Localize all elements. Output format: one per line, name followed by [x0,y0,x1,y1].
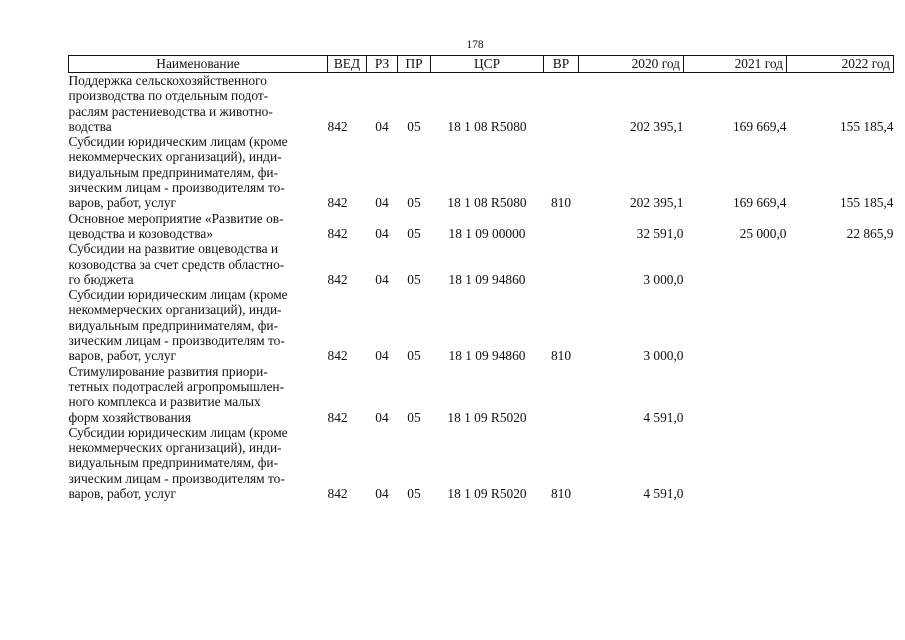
row-name-cell [69,241,328,287]
row-name-cell [69,364,328,425]
row-name-cell [69,134,328,210]
row-csr-cell: 18 1 08 R5080 [447,195,527,211]
table-row [69,73,894,135]
row-name-line: некоммерческих организаций), инди- [68,302,282,318]
header-name: Наименование [69,56,328,73]
row-name-line: производства по отдельным подот- [68,88,269,104]
table-header-row [69,56,894,73]
row-y2021-cell [684,241,787,287]
row-name-line: видуальным предпринимателям, фи- [68,455,279,471]
row-vr-cell: 810 [550,348,572,364]
row-name-line: зическим лицам - производителям то- [68,470,285,486]
row-pr-cell: 05 [407,118,421,134]
row-y2020-cell: 3 000,0 [643,271,684,287]
row-y2020-cell: 32 591,0 [636,225,684,241]
row-name-line: Стимулирование развития приори- [68,363,268,379]
row-name-cell [69,425,328,501]
header-vr: ВР [544,56,579,73]
table-row [69,134,894,210]
row-csr-cell: 18 1 09 R5020 [447,486,527,502]
row-rz-cell: 04 [375,486,389,502]
row-csr-cell: 18 1 09 00000 [448,225,526,241]
row-vr-cell: 810 [550,195,572,211]
row-name-line: Субсидии юридическим лицам (кроме [68,134,288,150]
header-rz: РЗ [367,56,398,73]
row-name-line: Субсидии на развитие овцеводства и [68,241,279,257]
row-ved-cell: 842 [327,225,348,241]
row-rz-cell: 04 [375,195,389,211]
row-y2022-cell: 155 185,4 [839,195,894,211]
row-y2020-cell: 202 395,1 [629,195,684,211]
row-rz-cell: 04 [375,348,389,364]
row-y2020-cell: 4 591,0 [643,409,684,425]
row-pr-cell: 05 [407,348,421,364]
row-y2022-cell [787,425,894,501]
row-y2020-cell: 3 000,0 [643,348,684,364]
row-name-cell [69,287,328,363]
row-name-line: цеводства и козоводства» [68,225,214,241]
row-csr-cell: 18 1 09 94860 [448,271,526,287]
row-y2021-cell: 25 000,0 [739,225,787,241]
row-vr-cell: 810 [550,486,572,502]
header-2021: 2021 год [684,56,787,73]
row-vr-cell [544,211,579,242]
table-row [69,425,894,501]
row-name-cell [69,73,328,135]
row-name-line: Субсидии юридическим лицам (кроме [68,287,288,303]
row-y2022-cell [787,241,894,287]
row-name-line: видуальным предпринимателям, фи- [68,317,279,333]
row-csr-cell: 18 1 09 94860 [448,348,526,364]
row-name-line: ного комплекса и развитие малых [68,394,261,410]
row-name-line: варов, работ, услуг [68,195,177,211]
row-name-line: козоводства за счет средств областно- [68,256,285,272]
row-y2021-cell [684,425,787,501]
row-pr-cell: 05 [407,486,421,502]
header-pr: ПР [398,56,431,73]
row-y2022-cell [787,287,894,363]
row-pr-cell: 05 [407,225,421,241]
table-row [69,287,894,363]
table-row [69,241,894,287]
table-body [69,73,894,502]
row-name-line: видуальным предпринимателям, фи- [68,164,279,180]
table-row [69,211,894,242]
row-csr-cell: 18 1 08 R5080 [447,118,527,134]
row-name-line: некоммерческих организаций), инди- [68,440,282,456]
row-y2020-cell: 202 395,1 [629,118,684,134]
row-rz-cell: 04 [375,225,389,241]
row-rz-cell: 04 [375,409,389,425]
row-vr-cell [544,241,579,287]
row-rz-cell: 04 [375,118,389,134]
row-name-line: варов, работ, услуг [68,348,177,364]
header-2020: 2020 год [579,56,684,73]
header-2022: 2022 год [787,56,894,73]
row-y2020-cell: 4 591,0 [643,486,684,502]
row-csr-cell: 18 1 09 R5020 [447,409,527,425]
row-name-line: Субсидии юридическим лицам (кроме [68,424,288,440]
row-rz-cell: 04 [375,271,389,287]
row-y2022-cell: 155 185,4 [839,118,894,134]
table-row [69,364,894,425]
row-ved-cell: 842 [327,409,348,425]
row-pr-cell: 05 [407,271,421,287]
row-name-line: раслям растениеводства и животно- [68,103,273,119]
row-ved-cell: 842 [327,271,348,287]
header-ved: ВЕД [328,56,367,73]
row-ved-cell: 842 [327,195,348,211]
row-name-cell [69,211,328,242]
row-name-line: зическим лицам - производителям то- [68,180,285,196]
row-name-line: форм хозяйствования [68,409,191,425]
row-ved-cell: 842 [327,348,348,364]
row-y2021-cell [684,287,787,363]
header-csr: ЦСР [431,56,544,73]
row-ved-cell: 842 [327,486,348,502]
page-number: 178 [466,39,484,51]
row-y2022-cell: 22 865,9 [846,225,894,241]
row-name-line: зическим лицам - производителям то- [68,333,285,349]
row-name-line: тетных подотраслей агропромышлен- [68,378,285,394]
row-vr-cell [544,73,579,135]
row-pr-cell: 05 [407,409,421,425]
row-name-line: варов, работ, услуг [68,486,177,502]
row-name-line: го бюджета [68,271,134,287]
row-name-line: некоммерческих организаций), инди- [68,149,282,165]
budget-table [68,55,894,501]
row-pr-cell: 05 [407,195,421,211]
row-ved-cell: 842 [327,118,348,134]
row-y2021-cell: 169 669,4 [732,118,787,134]
row-y2021-cell [684,364,787,425]
row-name-line: Основное мероприятие «Развитие ов- [68,210,284,226]
row-name-line: Поддержка сельскохозяйственного [68,73,267,88]
row-y2022-cell [787,364,894,425]
row-vr-cell [544,364,579,425]
row-y2021-cell: 169 669,4 [732,195,787,211]
row-name-line: водства [68,118,112,134]
